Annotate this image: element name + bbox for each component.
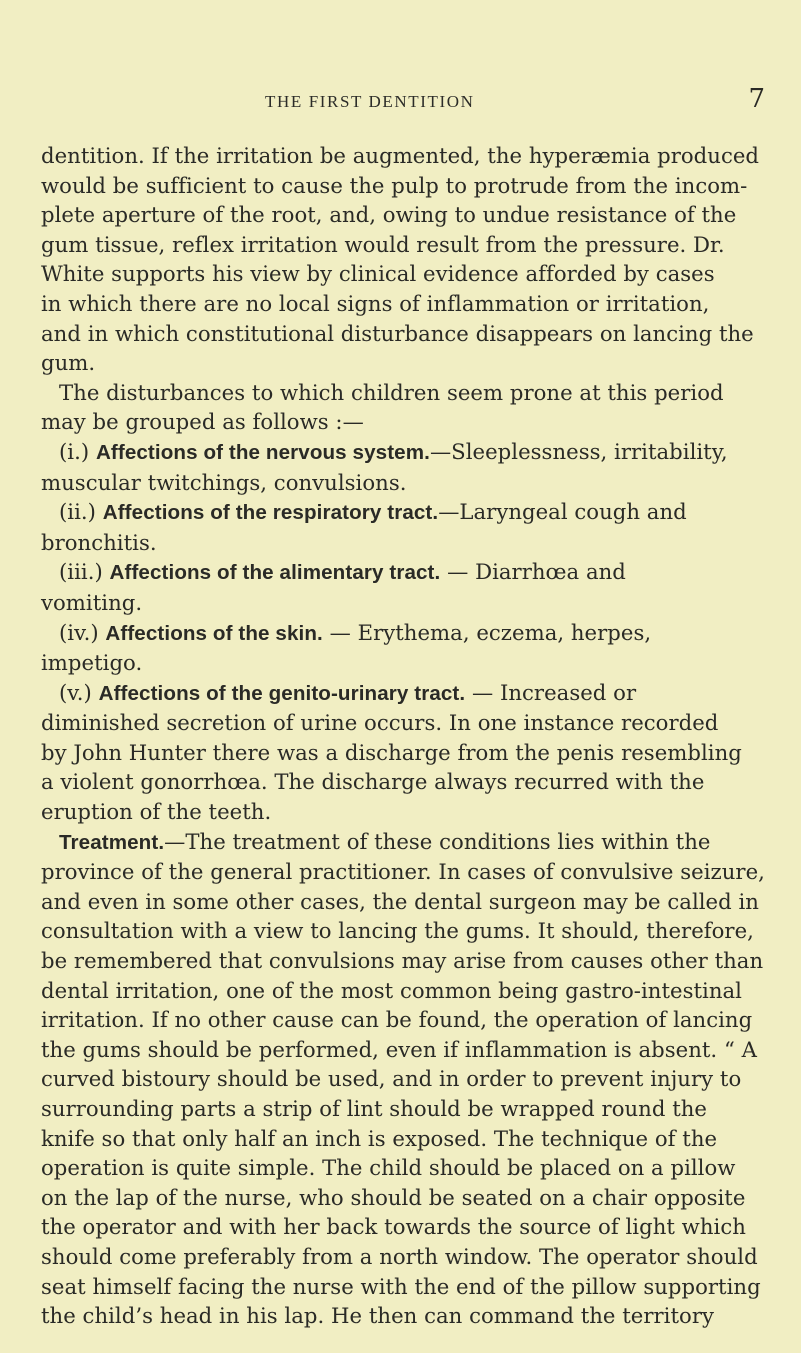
text-line: curved bistoury should be used, and in order to prevent injury to bbox=[41, 1066, 742, 1092]
text-line: and even in some other cases, the dental surgeon may be called in bbox=[41, 888, 759, 914]
list-item-title: Affections of the genito-urinary tract. bbox=[98, 681, 466, 705]
text-line: by John Hunter there was a discharge from the penis resembling bbox=[41, 739, 742, 765]
list-item-number: (i.) bbox=[59, 438, 90, 464]
list-item-title: Affections of the alimentary tract. bbox=[109, 561, 441, 585]
list-item-number: (iii.) bbox=[59, 559, 103, 585]
text-line: the child’s head in his lap. He then can command the territory bbox=[41, 1303, 714, 1329]
text-line: surrounding parts a strip of lint should be wrapped round the bbox=[41, 1096, 707, 1121]
treatment-intro-text: —The treatment of these conditions lies within the bbox=[164, 828, 711, 854]
list-item-text: — Increased or bbox=[465, 679, 637, 705]
paragraph-treatment bbox=[41, 827, 765, 1331]
text-line: vomiting. bbox=[41, 589, 143, 615]
text-line: consultation with a view to lancing the gums. It should, therefore, bbox=[41, 918, 754, 944]
treatment-first-line bbox=[41, 827, 765, 858]
page-body bbox=[41, 141, 765, 1331]
list-item-text: — Erythema, eczema, herpes, bbox=[322, 619, 652, 645]
list-item-number: (ii.) bbox=[59, 499, 96, 525]
text-line: The disturbances to which children seem prone at this period bbox=[59, 379, 724, 405]
text-line: may be grouped as follows :— bbox=[41, 409, 364, 435]
text-line: in which there are no local signs of inflammation or irritation, bbox=[41, 290, 710, 316]
text-line: White supports his view by clinical evidence afforded by cases bbox=[41, 261, 715, 287]
text-line: and in which constitutional disturbance disappears on lancing the bbox=[41, 320, 754, 346]
list-item-respiratory-tract bbox=[41, 497, 765, 557]
list-item-title: Affections of the respiratory tract. bbox=[102, 501, 439, 525]
list-item-text: —Laryngeal cough and bbox=[438, 499, 687, 525]
paragraph-disturbances-intro bbox=[41, 378, 765, 437]
list-item-alimentary-tract bbox=[41, 557, 765, 617]
page-number: 7 bbox=[748, 84, 765, 114]
text-line: knife so that only half an inch is exposed. The technique of the bbox=[41, 1125, 718, 1151]
running-head: THE FIRST DENTITION bbox=[265, 92, 475, 111]
text-line: plete aperture of the root, and, owing to undue resistance of the bbox=[41, 202, 737, 228]
list-item-text: —Sleeplessness, irritability, bbox=[429, 438, 728, 464]
list-item-skin bbox=[41, 618, 765, 678]
list-item-first-line bbox=[41, 678, 765, 709]
list-item-first-line bbox=[41, 557, 765, 588]
text-line: dental irritation, one of the most common being gastro-intestinal bbox=[41, 977, 742, 1003]
text-line: gum tissue, reflex irritation would result from the pressure. Dr. bbox=[41, 231, 725, 257]
list-item-first-line bbox=[41, 437, 765, 468]
text-line: seat himself facing the nurse with the end of the pillow supporting bbox=[41, 1273, 761, 1299]
list-item-title: Affections of the nervous system. bbox=[95, 440, 430, 464]
text-line: impetigo. bbox=[41, 650, 143, 676]
text-line: a violent gonorrhœa. The discharge always recurred with the bbox=[41, 769, 705, 795]
text-line: diminished secretion of urine occurs. In one instance recorded bbox=[41, 710, 719, 736]
text-line: be remembered that convulsions may arise from causes other than bbox=[41, 948, 764, 974]
text-line: on the lap of the nurse, who should be seated on a chair opposite bbox=[41, 1184, 746, 1210]
text-line: operation is quite simple. The child should be placed on a pillow bbox=[41, 1155, 736, 1181]
list-item-text: — Diarrhœa and bbox=[440, 559, 626, 585]
list-item-genito-urinary-tract bbox=[41, 678, 765, 827]
text-line: should come preferably from a north window. The operator should bbox=[41, 1243, 758, 1269]
text-line: muscular twitchings, convulsions. bbox=[41, 469, 407, 495]
text-line: eruption of the teeth. bbox=[41, 799, 272, 825]
text-line: would be sufficient to cause the pulp to protrude from the incom- bbox=[41, 172, 748, 198]
text-line: province of the general practitioner. In cases of convulsive seizure, bbox=[41, 859, 765, 885]
list-item-number: (iv.) bbox=[59, 619, 99, 645]
text-line: the gums should be performed, even if inflammation is absent. “ A bbox=[41, 1036, 757, 1062]
text-line: dentition. If the irritation be augmented, the hyperæmia produced bbox=[41, 143, 760, 168]
text-line: gum. bbox=[41, 350, 96, 376]
list-item-number: (v.) bbox=[59, 679, 92, 705]
text-line: bronchitis. bbox=[41, 529, 157, 555]
text-line: irritation. If no other cause can be found, the operation of lancing bbox=[41, 1007, 753, 1033]
text-line: the operator and with her back towards the source of light which bbox=[41, 1214, 746, 1240]
list-item-title: Affections of the skin. bbox=[105, 621, 323, 645]
paragraph-dentition-continuation bbox=[41, 141, 765, 378]
page-header bbox=[0, 84, 801, 120]
list-item-first-line bbox=[41, 618, 765, 649]
list-item-first-line bbox=[41, 497, 765, 528]
treatment-heading: Treatment. bbox=[59, 830, 165, 854]
list-item-nervous-system bbox=[41, 437, 765, 497]
